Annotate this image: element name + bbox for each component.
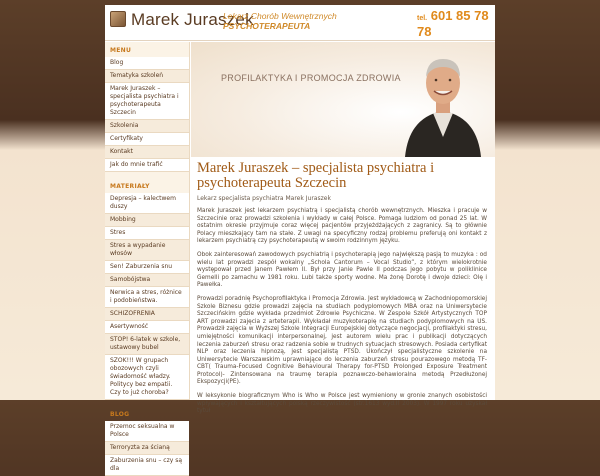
page-subtitle: Lekarz specjalista psychiatra Marek Juraszek (197, 195, 331, 202)
sidebar-blog-title: BLOG (110, 411, 130, 418)
banner-slogan: PROFILAKTYKA I PROMOCJA ZDROWIA (221, 73, 401, 83)
sidebar-article[interactable]: SCHIZOFRENIA (105, 308, 189, 321)
sidebar-menu-title: MENU (110, 47, 132, 54)
sidebar-item-topics[interactable]: Tematyka szkoleń (105, 70, 189, 83)
content-paragraph: W leksykonie biograficznym Who is Who w Polsce jest wymieniony w gronie znanych osobistości wpływających i kształtujących polską rzeczywistość (str.1613 wyd.II 2003). W 1997 roku uzyskał tytuł (197, 393, 487, 415)
page-title: Marek Juraszek – specjalista psychiatra i psychoterapeuta Szczecin (197, 160, 435, 191)
sidebar-article[interactable]: Asertywność (105, 321, 189, 334)
content-paragraph: Prowadzi poradnię Psychoprofilaktyka i Promocja Zdrowia. Jest wykładowcą w Zachodniopomorskiej Szkole Biznesu gdzie prowadzi zajęcia na studiach podyplomowych MBA oraz na Uniwersytecie Szczecińskim gdzie wykłada przedmiot Zdrowie Psychiczne. W Zespole Szkół Artystycznych TOP ART prowadzi zajęcia z arteterapii. Wykładał muzykoterapię na studiach podyplomowych na US. Prowadził zajęcia w Wyższej Szkole Integracji Europejskiej dotyczące negocjacji, profilaktyki stresu, umiejętności komunikacji interpersonalnej, jest autorem wielu prac i publikacji dotyczących leczenia zaburzeń stresu oraz radzenia sobie w trudnych sytuacjach stresowych. Posiada certyfikat NLP oraz leczenia hipnozą, jest specjalistą PTSD. Ukończył specjalistyczne szkolenie na Uniwersytecie Warszawskim uprawniające do leczenia zaburzeń stresu pourazowego metodą TF-CBT( Trauma-Focused Cognitive Behavioural Therapy for-PTSD Prolonged Exposure Treatment Protocol)- Zintensowana na traumę terapia poznawczo-behawioralna metodą Przedłużonej Ekspozycji(PE). (197, 295, 487, 386)
brand-name[interactable]: Marek Juraszek (131, 10, 254, 29)
sidebar-article[interactable]: Mobbing (105, 214, 189, 227)
phone-prefix: tel. (417, 15, 428, 22)
tagline-role: PSYCHOTERAPEUTA (223, 21, 311, 31)
sidebar-blog-item[interactable]: Zaburzenia snu – czy są dla (105, 455, 189, 476)
sidebar-blog-item[interactable]: Przemoc seksualna w Polsce (105, 421, 189, 442)
page-container (105, 5, 495, 472)
logo-icon[interactable] (110, 11, 126, 27)
sidebar (105, 42, 190, 472)
sidebar-article[interactable]: Stres a wypadanie włosów (105, 240, 189, 261)
tagline (223, 11, 337, 31)
sidebar-item-contact[interactable]: Kontakt (105, 146, 189, 159)
tagline-specialty: Lekarz Chorób Wewnętrznych (223, 11, 337, 21)
sidebar-article[interactable]: Sen! Zaburzenia snu (105, 261, 189, 274)
phone-value: 601 85 78 78 (417, 8, 489, 39)
sidebar-article[interactable]: Stres (105, 227, 189, 240)
sidebar-item-directions[interactable]: Jak do mnie trafić (105, 159, 189, 172)
doctor-portrait (403, 47, 483, 157)
content-paragraph: Marek Juraszek jest lekarzem psychiatrą i specjalistą chorób wewnętrznych. Mieszka i pracuje w Szczecinie oraz prowadzi szkolenia i wykłady w całej Polsce. Pomaga ludziom od ponad 25 lat. W ostatnim okresie przyjmuje coraz więcej pacjentów przyjeżdżających z zagranicy. Są to głównie Polacy mieszkający tam na stałe. Z uwagi na specyficzny rodzaj problemu preferują oni kontakt z lekarzem psychiatrą czy psychoterapeutą w swoim rodzinnym języku. (197, 208, 487, 245)
sidebar-item-about[interactable]: Marek Juraszek – specjalista psychiatra i psychoterapeuta Szczecin (105, 83, 189, 120)
sidebar-blog-item[interactable]: Terroryzta za ścianą (105, 442, 189, 455)
phone-number (417, 9, 491, 38)
hero-banner (191, 42, 495, 157)
site-header (105, 5, 495, 41)
sidebar-article[interactable]: Samobójstwa (105, 274, 189, 287)
sidebar-articles-title: MATERIAŁY (110, 183, 150, 190)
sidebar-item-blog[interactable]: Blog (105, 57, 189, 70)
sidebar-item-trainings[interactable]: Szkolenia (105, 120, 189, 133)
sidebar-article[interactable]: Nerwica a stres, różnice i podobieństwa. (105, 287, 189, 308)
sidebar-article[interactable]: SZOK!!! W grupach obozowych czyli świadomość władzy. Politycy bez empatii. Czy to już choroba? (105, 355, 189, 400)
sidebar-article[interactable]: Depresja – kalectwem duszy (105, 193, 189, 214)
sidebar-article[interactable]: STOP! 6-latek w szkole, ustawowy bubel (105, 334, 189, 355)
sidebar-item-certificates[interactable]: Certyfikaty (105, 133, 189, 146)
content-paragraph: Obok zainteresowań zawodowych psychiatrią i psychoterapią jego największą pasją to muzyka : od wielu lat prowadzi zespół wokalny „Schola Cantorum – Vocal Studio”, z którym wielokrotnie występował przed Janem Pawłem II. Był przy Janie Pawle II podczas jego pobytu w poliklinice Gemelli po zamachu w 1981 roku. Lubi także sporty wodne. Ma żonę Dorotę i dwoje dzieci: Olę i Pawełka. (197, 251, 487, 289)
main-content (191, 157, 491, 415)
